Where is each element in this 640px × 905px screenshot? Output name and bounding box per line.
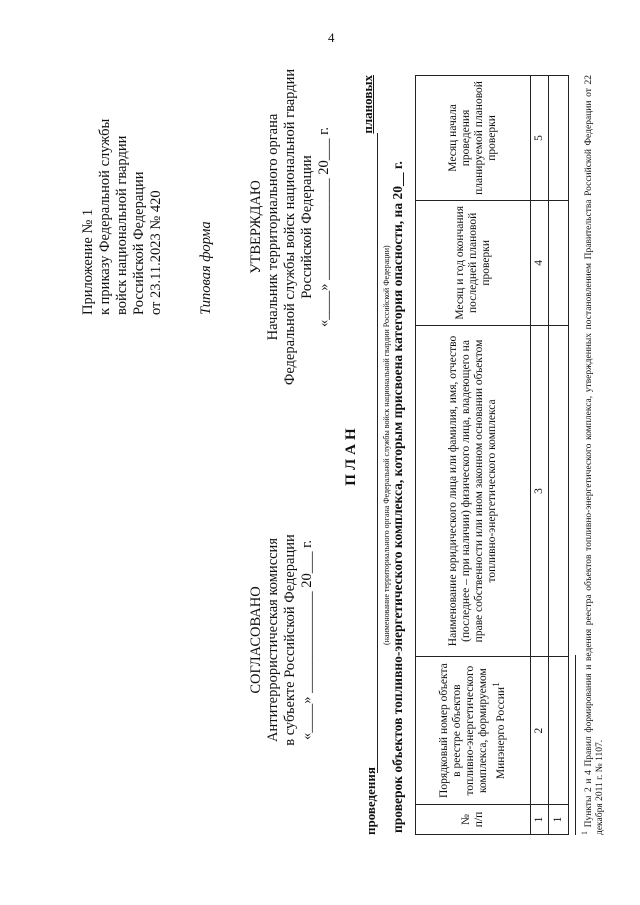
form-type-label: Типовая форма [198,221,214,315]
appendix-line: Российской Федерации [131,171,147,315]
header-cell-registry-number: Порядковый номер объекта в реестре объектов топливно-энергетического комплекса, формируемом Минэнерго России$^1$ [416,657,531,805]
appendix-line: от 23.11.2023 № 420 [148,190,164,315]
plan-table [415,75,569,835]
fill-in-line [377,133,378,773]
territorial-body-note: (наименование территориального органа Федеральной службы войск национальной гвардии Российской Федерации) [382,245,391,645]
table-cell [549,200,569,325]
appendix-line: войск национальной гвардии [114,135,130,315]
header-cell-planned-start: Месяц начала проведения планируемой плановой проверки [416,76,531,201]
planned-label: плановых [360,75,375,134]
footnote-divider [575,655,576,835]
table-header-row [416,76,531,835]
header-cell-owner-name: Наименование юридического лица или фамилия, имя, отчество (последнее – при наличии) физического лица, владеющего на праве собственности или ином законном основании объектом топливно-энергетического комплекса [416,325,531,656]
column-number: 5 [531,76,549,201]
approved-date-line: «____» ______________ 20___ г. [316,126,332,328]
agreed-date-line: «____» ______________ 20___ г. [299,539,315,741]
approved-block [248,67,333,387]
appendix-block [80,55,165,315]
table-cell [549,657,569,805]
approved-heading: УТВЕРЖДАЮ [248,180,264,274]
appendix-line: к приказу Федеральной службы [97,118,113,315]
footnote-mark: 1 [491,682,503,687]
header-cell-number: № п/п [416,805,531,835]
table-cell: 1 [549,805,569,835]
prov-label: проведения [363,767,378,835]
agreed-block [248,525,316,755]
agreed-commission: в субъекте Российской Федерации [282,534,298,746]
table-cell [549,325,569,656]
approved-position: Начальник территориального органа [265,113,281,341]
footnote [579,75,606,835]
footnote-mark: 1 [580,831,589,835]
plan-conducting-row [360,75,383,835]
document-sheet [20,55,620,855]
approved-position: Российской Федерации [299,155,315,299]
table-row [549,76,569,835]
column-number: 2 [531,657,549,805]
table-cell [549,76,569,201]
appendix-line: Приложение № 1 [80,208,96,315]
approved-position: Федеральной службы войск национальной гвардии [282,68,298,386]
plan-subject: проверок объектов топливно-энергетического комплекса, которым присвоена категория опасности, на 20__ г. [390,161,405,833]
column-number: 4 [531,200,549,325]
table-column-numbers-row [531,76,549,835]
agreed-heading: СОГЛАСОВАНО [248,586,264,694]
header-cell-last-inspection: Месяц и год окончания последней плановой проверки [416,200,531,325]
plan-title: ПЛАН [343,424,359,486]
footnote-text: Пункты 2 и 4 Правил формирования и ведения реестра объектов топливно-энергетического комплекса, утвержденных постановлением Правительства Российской Федерации от 22 декабря 2011 г. № 1107. [584,74,606,835]
column-number: 3 [531,325,549,656]
column-number: 1 [531,805,549,835]
agreed-commission: Антитеррористическая комиссия [265,538,281,742]
page-number: 4 [328,30,335,45]
